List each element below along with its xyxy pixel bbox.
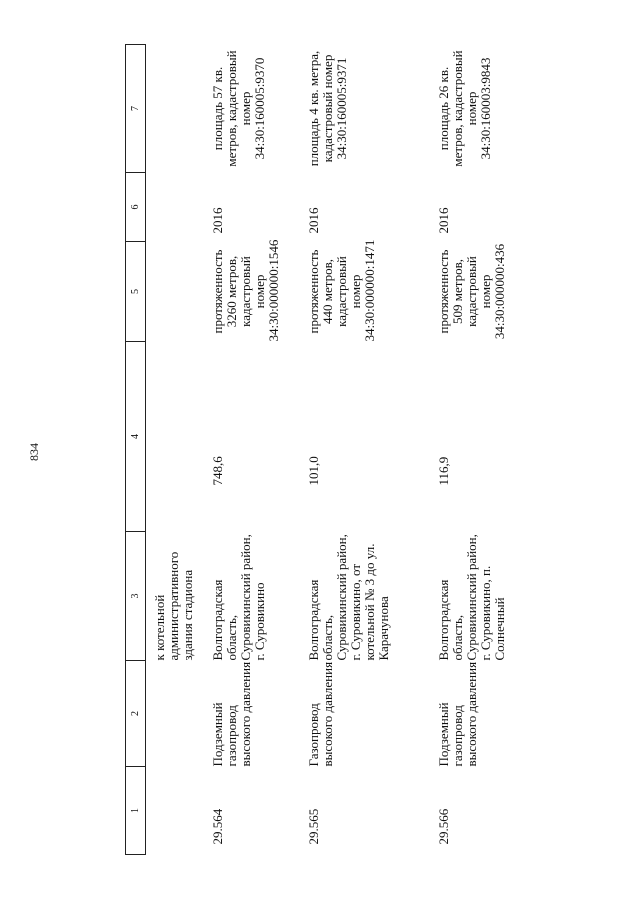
col-num-6: 6 bbox=[126, 173, 146, 242]
length-info: протяженность 440 метров, кадастровый номер 34:30:000000:1471 bbox=[306, 239, 377, 342]
object-name: Газопровод высокого давления bbox=[306, 661, 335, 767]
object-address: Волгоградская область, Суровикинский район, г. Суровикино, от котельной № 3 до ул. Карачунова bbox=[306, 534, 391, 661]
col-num-1: 1 bbox=[126, 767, 146, 855]
object-name: Подземный газопровод высокого давления bbox=[436, 661, 479, 767]
registry-table bbox=[125, 44, 537, 855]
column-number-header bbox=[126, 45, 146, 855]
object-length: 116,9 bbox=[436, 456, 451, 486]
year: 2016 bbox=[436, 207, 451, 234]
area-info: площадь 26 кв. метров, кадастровый номер 34:30:160003:9843 bbox=[436, 50, 493, 167]
row-number: 29.566 bbox=[436, 808, 451, 845]
object-address: Волгоградская область, Суровикинский район, г. Суровикино, п. Солнечный bbox=[436, 534, 507, 661]
row-number: 29.565 bbox=[306, 808, 321, 845]
col-num-7: 7 bbox=[126, 45, 146, 173]
year: 2016 bbox=[210, 207, 225, 234]
col-num-2: 2 bbox=[126, 661, 146, 767]
table-row bbox=[429, 45, 537, 855]
object-name: Подземный газопровод высокого давления bbox=[210, 661, 253, 767]
rotated-table-sheet bbox=[125, 45, 535, 855]
table-row bbox=[299, 45, 429, 855]
continuation-row bbox=[146, 45, 204, 855]
continued-address: к котельной административного здания стадиона bbox=[152, 551, 195, 661]
object-length: 101,0 bbox=[306, 456, 321, 486]
object-address: Волгоградская область, Суровикинский район, г. Суровикино bbox=[210, 534, 267, 661]
year: 2016 bbox=[306, 207, 321, 234]
length-info: протяженность 3260 метров, кадастровый номер 34:30:000000:1546 bbox=[210, 239, 281, 342]
page-number: 834 bbox=[27, 443, 41, 461]
col-num-3: 3 bbox=[126, 532, 146, 661]
area-info: площадь 57 кв. метров, кадастровый номер 34:30:160005:9370 bbox=[210, 50, 267, 167]
col-num-5: 5 bbox=[126, 242, 146, 342]
length-info: протяженность 509 метров, кадастровый номер 34:30:000000:436 bbox=[436, 243, 507, 340]
area-info: площадь 4 кв. метра, кадастровый номер 34:30:160005:9371 bbox=[306, 50, 349, 167]
col-num-4: 4 bbox=[126, 342, 146, 532]
row-number: 29.564 bbox=[210, 808, 225, 845]
table-row bbox=[203, 45, 299, 855]
object-length: 748,6 bbox=[210, 456, 225, 486]
